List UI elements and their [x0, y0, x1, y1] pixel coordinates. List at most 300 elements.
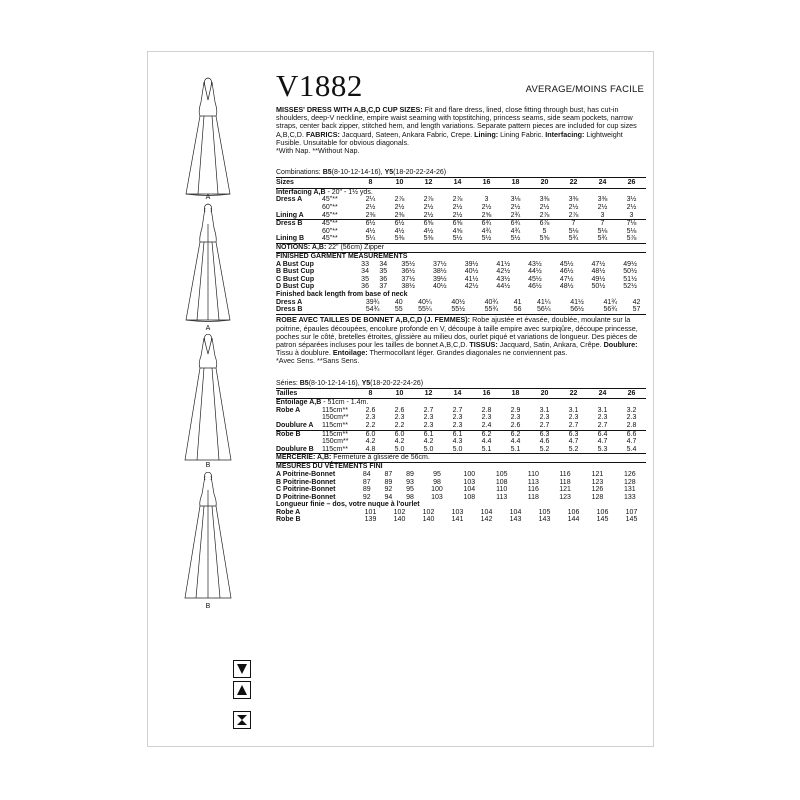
- entoilage-row-label: Entoilage A,B: [276, 399, 322, 407]
- value-cell: 139: [364, 516, 377, 524]
- nap-note: *With Nap. **Without Nap.: [276, 146, 360, 156]
- table-row: [276, 299, 646, 306]
- value-cell: 3⅜: [597, 196, 608, 204]
- value-cell: 5⅞: [626, 235, 637, 243]
- value-cell: 41½: [496, 260, 511, 268]
- value-cell: 4¾: [481, 227, 492, 235]
- size-cell: 20: [530, 178, 559, 189]
- value-cell: 116: [559, 471, 571, 479]
- value-cell: 143: [538, 516, 551, 524]
- longueur-table: [276, 509, 646, 524]
- value-cell: 3⅛: [510, 196, 521, 204]
- notions-line: [276, 243, 646, 252]
- value-cell: 54¾: [365, 306, 380, 313]
- value-cell: 87: [362, 478, 371, 486]
- description-title: ROBE AVEC TAILLES DE BONNET A,B,C,D (J. FEMMES):: [276, 315, 471, 325]
- value-cell: 6⅞: [530, 220, 559, 228]
- value-cell: 55¼: [418, 306, 432, 313]
- value-cell: 3⅜: [539, 196, 550, 204]
- value-cell: 2.7: [568, 422, 579, 429]
- row-label: Robe B: [276, 516, 301, 524]
- value-cell: 118: [527, 493, 539, 501]
- row-label: C Bust Cup: [276, 275, 315, 283]
- size-cell: 10: [385, 178, 414, 189]
- size-cell: 14: [443, 388, 472, 399]
- interfacing-label: Interfacing:: [545, 129, 585, 139]
- tissus-label: TISSUS:: [469, 340, 498, 350]
- yardage-rows: [276, 407, 646, 454]
- value-cell: 2.3: [423, 422, 434, 429]
- value-cell: 2.6: [510, 422, 521, 429]
- back-length-heading: Finished back length from base of neck: [276, 290, 408, 298]
- value-cell: 2⅞: [394, 196, 405, 204]
- value-cell: 94: [384, 493, 393, 501]
- value-cell: 2.3: [394, 414, 405, 422]
- size-cell: 8: [356, 178, 385, 189]
- value-cell: 5.3: [597, 445, 608, 453]
- value-cell: 46½: [528, 283, 542, 291]
- value-cell: 126: [591, 486, 604, 494]
- value-cell: 128: [591, 493, 604, 501]
- value-cell: 56: [513, 306, 522, 313]
- value-cell: 4.2: [394, 438, 405, 446]
- size-cell: 14: [443, 178, 472, 189]
- value-cell: 5½: [510, 235, 521, 243]
- value-cell: 2½: [626, 204, 637, 211]
- value-cell: 2½: [568, 204, 579, 211]
- value-cell: 7: [559, 220, 588, 228]
- value-cell: 4.7: [597, 438, 608, 446]
- value-cell: 5.0: [423, 445, 434, 453]
- value-cell: 5.0: [394, 445, 405, 453]
- y5-sizes: (18-20-22-24-26): [393, 169, 447, 177]
- header: [276, 69, 646, 103]
- value-cell: 106: [567, 509, 580, 516]
- interfacing-row-text: - 20" - 1½ yds.: [325, 188, 373, 196]
- row-label: Robe A: [276, 509, 301, 516]
- value-cell: 142: [480, 516, 493, 524]
- size-cell: 8: [356, 388, 385, 399]
- value-cell: 6⅝: [414, 220, 443, 228]
- lining-text: Lining Fabric.: [498, 129, 546, 139]
- value-cell: 92: [362, 493, 371, 501]
- value-cell: 55: [394, 306, 403, 313]
- table-row: [276, 486, 646, 493]
- value-cell: 7⅛: [617, 220, 646, 228]
- row-label: Dress A: [276, 298, 303, 306]
- value-cell: 39¾: [365, 298, 380, 306]
- value-cell: 42½: [464, 283, 479, 291]
- tissus-text: Jacquard, Satin, Ankara, Crêpe.: [497, 340, 604, 350]
- value-cell: 40½: [464, 268, 479, 276]
- size-cell: 26: [617, 178, 646, 189]
- value-cell: 42½: [496, 268, 511, 276]
- description-body: Robe ajustée et évasée, doublée, moulante sur la poitrine, épaules découpées, encolure profonde en V, découpe à taille empire avec surpiqûre, découpe princesse, poches sur le côté, bretelles étroites, glissière au milieu dos, ourlet piqué et variations de longueur. Des pièces de patron séparées incluses pour les tailles de bonnet A,B,C,D.: [276, 315, 638, 350]
- pattern-number: V1882: [276, 68, 363, 103]
- value-cell: 41½: [464, 275, 479, 283]
- value-cell: 4.7: [626, 438, 637, 446]
- value-cell: 42: [632, 298, 641, 306]
- table-row: [276, 430, 646, 438]
- value-cell: 50½: [591, 283, 606, 291]
- value-cell: 104: [509, 509, 522, 516]
- value-cell: 5⅜: [394, 235, 405, 243]
- value-cell: 41¾: [603, 298, 618, 306]
- value-cell: 45½: [559, 260, 574, 268]
- value-cell: 108: [495, 478, 508, 486]
- back-length-table: [276, 299, 646, 314]
- series-line: [276, 379, 646, 388]
- value-cell: 141: [451, 516, 464, 524]
- value-cell: 37½: [433, 260, 447, 268]
- value-cell: 5½: [452, 235, 463, 243]
- fabric-width: 60"**: [322, 204, 338, 211]
- value-cell: 103: [451, 509, 464, 516]
- value-cell: 2½: [365, 204, 376, 211]
- value-cell: 3⅜: [568, 196, 579, 204]
- value-cell: 36: [379, 275, 388, 283]
- value-cell: 6½: [356, 220, 385, 228]
- fabric-width: 115cm**: [322, 445, 348, 453]
- size-cell: 18: [501, 388, 530, 399]
- value-cell: 56¼: [536, 306, 551, 313]
- lining-label: Lining:: [474, 129, 499, 139]
- value-cell: 2½: [452, 211, 463, 219]
- value-cell: 4.4: [481, 438, 492, 446]
- value-cell: 95: [433, 471, 441, 479]
- value-cell: 4½: [423, 227, 434, 235]
- value-cell: 50½: [623, 268, 637, 276]
- value-cell: 87: [384, 471, 393, 479]
- value-cell: 3.1: [539, 406, 550, 414]
- table-row: [276, 471, 646, 478]
- value-cell: 123: [559, 493, 571, 501]
- value-cell: 4.8: [365, 445, 376, 453]
- value-cell: 2.3: [365, 414, 376, 422]
- value-cell: 6¾: [472, 220, 501, 228]
- value-cell: 140: [422, 516, 435, 524]
- entoilage-label: Entoilage:: [332, 348, 368, 358]
- row-label: B Bust Cup: [276, 268, 315, 276]
- fabrics-label: FABRICS:: [305, 129, 340, 139]
- value-cell: 2.3: [510, 414, 521, 422]
- value-cell: 35½: [401, 260, 415, 268]
- value-cell: 100: [463, 471, 476, 479]
- longueur-rows: [276, 509, 646, 524]
- row-label: B Poitrine-Bonnet: [276, 478, 336, 486]
- b5-sizes: (8-10-12-14-16),: [331, 169, 385, 177]
- value-cell: 6.3: [530, 430, 559, 438]
- value-cell: 2.4: [481, 422, 492, 429]
- value-cell: 89: [406, 471, 414, 479]
- value-cell: 113: [496, 493, 508, 501]
- value-cell: 40¼: [418, 298, 432, 306]
- value-cell: 36½: [401, 268, 415, 276]
- mesures-heading: MESURES DU VÊTEMENTS FINI: [276, 462, 646, 471]
- value-cell: 4½: [365, 227, 376, 235]
- value-cell: 44½: [496, 283, 511, 291]
- table-row: [276, 509, 646, 516]
- value-cell: 84: [362, 471, 371, 479]
- value-cell: 2.6: [365, 406, 376, 414]
- value-cell: 40: [394, 298, 403, 306]
- row-label: D Bust Cup: [276, 283, 315, 291]
- size-cell: 22: [559, 388, 588, 399]
- value-cell: 4.7: [568, 438, 579, 446]
- value-cell: 3: [600, 211, 605, 219]
- value-cell: 57: [632, 306, 641, 313]
- value-cell: 37: [379, 283, 388, 291]
- value-cell: 2.7: [539, 422, 550, 429]
- value-cell: 140: [393, 516, 406, 524]
- value-cell: 5.2: [568, 445, 579, 453]
- value-cell: 113: [527, 478, 539, 486]
- table-row: [276, 516, 646, 523]
- value-cell: 6.0: [356, 430, 385, 438]
- sizes-label: Tailles: [276, 388, 322, 399]
- value-cell: 2½: [597, 204, 608, 211]
- row-label: Doublure A: [276, 422, 314, 429]
- value-cell: 7: [588, 220, 617, 228]
- value-cell: 100: [431, 486, 443, 494]
- fabrics-text: Jacquard, Sateen, Ankara Fabric, Crepe.: [339, 129, 475, 139]
- value-cell: 2.7: [423, 406, 434, 414]
- description-body: Fit and flare dress, lined, close fitting through bust, has cut-in shoulders, deep-V neckline, empire waist seaming with topstitching, princess seams, side seam pockets, narrow straps, center back zipper, stitched hem, and length variations. Separate pattern pieces are included for cup sizes A,B,C,D.: [276, 105, 637, 139]
- value-cell: 34: [361, 268, 369, 276]
- value-cell: 2⅝: [481, 211, 492, 219]
- value-cell: 46½: [559, 268, 574, 276]
- value-cell: 2.9: [510, 406, 521, 414]
- combinations-label: Combinations:: [276, 169, 323, 177]
- value-cell: 101: [364, 509, 377, 516]
- value-cell: 6.1: [414, 430, 443, 438]
- value-cell: 89: [362, 486, 371, 494]
- y5-sizes: (18-20-22-24-26): [370, 379, 424, 387]
- size-cell: 16: [472, 388, 501, 399]
- value-cell: 104: [463, 486, 476, 494]
- value-cell: 34: [379, 260, 388, 268]
- value-cell: 6⅝: [443, 220, 472, 228]
- triangle-up-icon: [233, 681, 251, 699]
- value-cell: 5.0: [452, 445, 463, 453]
- combinations-line: [276, 168, 646, 177]
- value-cell: 5.1: [481, 445, 492, 453]
- value-cell: 33: [361, 260, 369, 268]
- value-cell: 41½: [570, 298, 584, 306]
- value-cell: 38½: [433, 268, 447, 276]
- triangle-down-icon: [233, 660, 251, 678]
- fabric-width: 45"**: [322, 235, 338, 243]
- row-label: A Bust Cup: [276, 260, 314, 268]
- row-label: Dress B: [276, 220, 322, 228]
- interfacing-text: Lightweight Fusible. Unsuitable for obvious diagonals.: [276, 129, 623, 147]
- mercerie-text: Fermeture à glissière de 56cm.: [331, 454, 430, 462]
- value-cell: 49½: [623, 260, 637, 268]
- value-cell: 52½: [623, 283, 637, 291]
- back-length-rows: [276, 299, 646, 314]
- fabric-width: 150cm**: [322, 438, 349, 446]
- value-cell: 56½: [570, 306, 584, 313]
- value-cell: 2⅜: [394, 211, 405, 219]
- table-row: [276, 479, 646, 486]
- mercerie-line: [276, 453, 646, 462]
- value-cell: 55¾: [484, 306, 499, 313]
- table-row: [276, 220, 646, 228]
- value-cell: 2.7: [597, 422, 608, 429]
- value-cell: 40½: [451, 298, 465, 306]
- pattern-envelope-back: [147, 51, 654, 747]
- value-cell: 145: [625, 516, 638, 524]
- table-row: [276, 306, 646, 313]
- value-cell: 4.2: [365, 438, 376, 446]
- value-cell: 2.8: [626, 422, 637, 429]
- mercerie-label: MERCERIE: A,B:: [276, 454, 332, 462]
- line-drawings-column: [148, 52, 268, 746]
- value-cell: 123: [591, 478, 604, 486]
- value-cell: 3.2: [626, 406, 637, 414]
- fabric-width: 45"**: [322, 211, 338, 219]
- value-cell: 5⅝: [539, 235, 550, 243]
- value-cell: 5⅛: [568, 227, 579, 235]
- value-cell: 5: [542, 227, 547, 235]
- series-label: Séries:: [276, 379, 300, 387]
- value-cell: 104: [480, 509, 493, 516]
- dress-a-front-drawing: [148, 76, 268, 204]
- value-cell: 102: [393, 509, 406, 516]
- value-cell: 2.3: [452, 422, 463, 429]
- value-cell: 6¾: [501, 220, 530, 228]
- value-cell: 4.2: [423, 438, 434, 446]
- value-cell: 121: [591, 471, 604, 479]
- value-cell: 4⅝: [452, 227, 463, 235]
- value-cell: 92: [384, 486, 393, 494]
- b5-sizes: (8-10-12-14-16),: [308, 379, 362, 387]
- value-cell: 41: [513, 298, 522, 306]
- value-cell: 106: [596, 509, 609, 516]
- fabric-width: 150cm**: [322, 414, 349, 422]
- value-cell: 6.2: [501, 430, 530, 438]
- table-row: [276, 446, 646, 454]
- size-cell: 10: [385, 388, 414, 399]
- value-cell: 2.7: [452, 406, 463, 414]
- french-yardage-table: [276, 388, 646, 454]
- b5-code: B5: [322, 169, 332, 177]
- row-label: A Poitrine-Bonnet: [276, 471, 336, 479]
- value-cell: 143: [509, 516, 522, 524]
- value-cell: 2.3: [481, 414, 492, 422]
- notions-label: NOTIONS: A,B:: [276, 243, 327, 251]
- value-cell: 2⅜: [365, 211, 376, 219]
- value-cell: 47½: [559, 275, 574, 283]
- b5-code: B5: [299, 379, 309, 387]
- value-cell: 37½: [401, 275, 415, 283]
- value-cell: 3½: [626, 196, 637, 204]
- value-cell: 133: [623, 493, 636, 501]
- fabric-width: 115cm**: [322, 430, 356, 438]
- mesures-table: [276, 471, 646, 501]
- value-cell: 110: [496, 486, 508, 494]
- table-row: [276, 407, 646, 415]
- value-cell: 43½: [528, 260, 542, 268]
- value-cell: 131: [623, 486, 636, 494]
- table-row: [276, 212, 646, 220]
- value-cell: 126: [623, 471, 636, 479]
- value-cell: 2.3: [626, 414, 637, 422]
- longueur-heading: Longueur finie – dos, votre nuque à l'ourlet: [276, 501, 420, 508]
- value-cell: 145: [596, 516, 609, 524]
- row-label: [276, 228, 322, 236]
- value-cell: 2.2: [365, 422, 376, 429]
- table-row: [276, 196, 646, 204]
- value-cell: 2.3: [423, 414, 434, 422]
- table-row: [276, 204, 646, 212]
- value-cell: 35: [361, 275, 369, 283]
- value-cell: 5½: [481, 235, 492, 243]
- value-cell: 6.2: [472, 430, 501, 438]
- value-cell: 51½: [623, 275, 637, 283]
- value-cell: 121: [559, 486, 571, 494]
- value-cell: 103: [431, 493, 443, 501]
- row-label: Dress A: [276, 196, 303, 204]
- sizes-header-row: [276, 388, 646, 399]
- value-cell: 48½: [591, 268, 606, 276]
- value-cell: 2¼: [365, 196, 376, 204]
- figure-label: A: [205, 194, 211, 201]
- y5-code: Y5: [384, 169, 394, 177]
- value-cell: 43½: [496, 275, 511, 283]
- value-cell: 38½: [401, 283, 415, 291]
- difficulty-level: AVERAGE/MOINS FACILE: [525, 84, 644, 95]
- y5-code: Y5: [361, 379, 371, 387]
- value-cell: 2.3: [597, 414, 608, 422]
- value-cell: 2.3: [568, 414, 579, 422]
- dress-a-back-drawing: [148, 202, 268, 330]
- value-cell: 2.3: [539, 414, 550, 422]
- value-cell: 4.6: [539, 438, 550, 446]
- entoilage-row-text: - 51cm - 1.4m.: [321, 399, 369, 407]
- row-label: Doublure B: [276, 445, 314, 453]
- value-cell: 5¼: [365, 235, 376, 243]
- entoilage-text: Thermocollant léger. Grandes diagonales ne conviennent pas.: [367, 348, 568, 358]
- row-label: Dress B: [276, 306, 303, 313]
- size-cell: 22: [559, 178, 588, 189]
- interfacing-row-label: Interfacing A,B: [276, 188, 326, 196]
- value-cell: 105: [538, 509, 551, 516]
- size-cell: 24: [588, 178, 617, 189]
- value-cell: 2½: [510, 204, 521, 211]
- value-cell: 5.4: [626, 445, 637, 453]
- fabric-width: 45"**: [322, 196, 338, 204]
- finished-rows: [276, 261, 646, 291]
- fabric-width: 60"**: [322, 227, 338, 235]
- pattern-symbols: [233, 660, 255, 732]
- row-label: D Poitrine-Bonnet: [276, 493, 336, 501]
- value-cell: 118: [559, 478, 571, 486]
- value-cell: 5.2: [539, 445, 550, 453]
- size-cell: 12: [414, 388, 443, 399]
- value-cell: 40¾: [484, 298, 499, 306]
- figure-label: A: [205, 325, 211, 332]
- table-row: [276, 422, 646, 430]
- value-cell: 2½: [394, 204, 405, 211]
- value-cell: 5⅛: [597, 227, 608, 235]
- table-row: [276, 494, 646, 501]
- table-row: [276, 283, 646, 290]
- description-title: MISSES' DRESS WITH A,B,C,D CUP SIZES:: [276, 105, 423, 114]
- figure-label: B: [205, 603, 211, 610]
- value-cell: 2½: [481, 204, 492, 211]
- mesures-rows: [276, 471, 646, 501]
